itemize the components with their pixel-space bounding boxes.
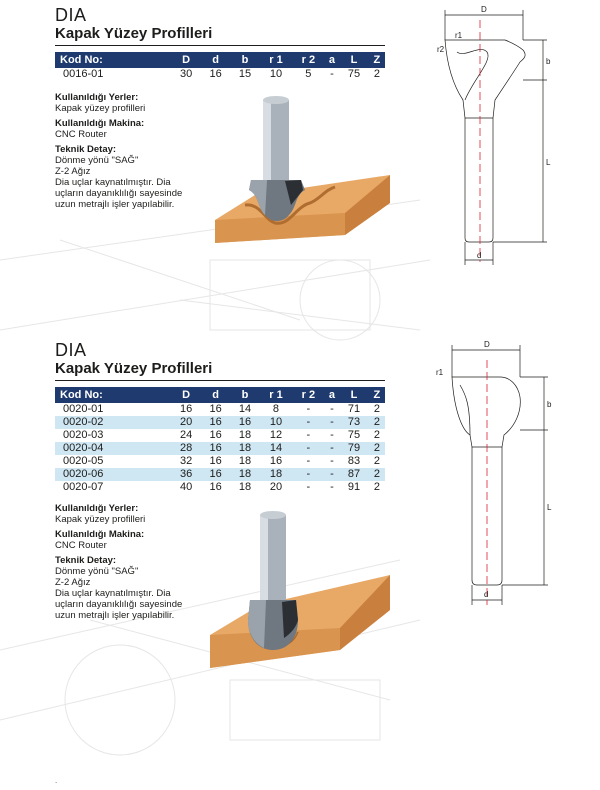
dim-label-b: b (547, 400, 552, 409)
dim-label-r1: r1 (455, 31, 463, 40)
table-cell: 28 (171, 442, 200, 455)
table-cell: 36 (171, 468, 200, 481)
table-cell: 10 (260, 416, 292, 429)
brand-label: DIA (55, 5, 87, 25)
detail-line: Dia uçlar kaynatılmıştır. Dia (55, 177, 171, 188)
usage-label: Kullanıldığı Yerler: (55, 503, 139, 514)
table-cell: 16 (230, 416, 259, 429)
spec-table-2 (55, 387, 385, 494)
dim-label-D: D (484, 340, 490, 349)
column-header: Kod No: (55, 52, 171, 68)
table-cell: 0020-07 (63, 481, 104, 493)
column-header: r 2 (292, 52, 324, 68)
column-header: L (339, 387, 368, 403)
table-cell: 91 (347, 481, 361, 493)
table-cell: 18 (260, 468, 292, 481)
table-cell: 32 (179, 455, 193, 467)
table-cell: 0020-02 (55, 416, 171, 429)
table-cell: - (292, 442, 324, 455)
table-cell: 10 (269, 68, 283, 80)
column-header: Kod No: (55, 387, 171, 403)
table-cell: 2 (369, 468, 385, 481)
table-cell: 16 (201, 442, 230, 455)
table-cell: 75 (347, 429, 361, 441)
table-cell: 73 (339, 416, 368, 429)
table-cell: 16 (209, 455, 222, 467)
router-bit-illustration-2 (210, 510, 390, 675)
machine-value: CNC Router (55, 129, 107, 140)
table-cell: 20 (171, 416, 200, 429)
table-cell: 30 (179, 68, 193, 80)
table-cell: 2 (373, 403, 380, 415)
table-cell: 14 (238, 403, 252, 415)
table-cell: 20 (269, 481, 283, 493)
table-cell: 16 (209, 481, 222, 493)
column-header: b (230, 52, 259, 68)
column-header: D (171, 52, 200, 68)
column-header: b (230, 387, 259, 403)
column-header: Z (369, 387, 385, 403)
table-cell: 16 (209, 68, 222, 80)
column-header: D (171, 387, 200, 403)
table-cell: - (325, 416, 340, 429)
column-header: d (201, 52, 230, 68)
table-cell: 79 (339, 442, 368, 455)
column-header: r 1 (260, 387, 292, 403)
table-cell: - (325, 442, 340, 455)
detail-line: Z-2 Ağız (55, 166, 91, 177)
router-bit-illustration-1 (215, 95, 390, 265)
footer-mark: . (55, 776, 58, 785)
dim-label-r2: r2 (437, 45, 445, 54)
dim-label-d: d (477, 251, 482, 260)
table-cell: 2 (373, 481, 380, 493)
table-row (55, 442, 385, 455)
machine-value: CNC Router (55, 540, 107, 551)
technical-drawing-1 (425, 0, 555, 270)
table-cell: - (330, 455, 334, 467)
table-cell: 8 (272, 403, 280, 415)
table-cell: - (306, 455, 311, 467)
table-cell: 18 (238, 455, 252, 467)
table-cell: 14 (260, 442, 292, 455)
column-header: d (201, 387, 230, 403)
table-cell: 2 (373, 429, 380, 441)
dim-label-d: d (484, 590, 489, 599)
spec-table-1 (55, 52, 385, 81)
table-cell: 24 (179, 429, 193, 441)
table-cell: 18 (238, 481, 252, 493)
table-cell: 0020-06 (55, 468, 171, 481)
table-cell: 87 (339, 468, 368, 481)
table-cell: 16 (209, 429, 222, 441)
detail-line: Dönme yönü "SAĞ" (55, 155, 139, 166)
table-cell: 0016-01 (63, 68, 104, 80)
table-cell: - (330, 403, 334, 415)
table-cell: 40 (179, 481, 193, 493)
table-cell: 16 (201, 468, 230, 481)
table-cell: 2 (373, 68, 380, 80)
column-header: r 1 (260, 52, 292, 68)
table-cell: - (292, 416, 324, 429)
table-cell: 2 (369, 416, 385, 429)
table-cell: 18 (230, 468, 259, 481)
table-row (55, 68, 385, 81)
column-header: r 2 (292, 387, 324, 403)
table-cell: 16 (179, 403, 193, 415)
detail-line: uzun metrajlı işler yapılabilir. (55, 610, 175, 621)
table-cell: 2 (373, 455, 380, 467)
dim-label-D: D (481, 5, 487, 14)
column-header: L (339, 52, 368, 68)
table-cell: 71 (347, 403, 361, 415)
section-title: Kapak Yüzey Profilleri (55, 360, 385, 381)
usage-value: Kapak yüzey profilleri (55, 514, 146, 525)
table-cell: 16 (209, 403, 222, 415)
table-cell: - (292, 468, 324, 481)
machine-label: Kullanıldığı Makina: (55, 529, 145, 540)
table-cell: 15 (238, 68, 252, 80)
column-header: Z (369, 52, 385, 68)
table-row (55, 455, 385, 468)
table-cell: 0020-03 (63, 429, 104, 441)
detail-line: Dönme yönü "SAĞ" (55, 566, 139, 577)
detail-line: uçların dayanıklılığı sayesinde (55, 599, 183, 610)
table-cell: 16 (269, 455, 283, 467)
usage-value: Kapak yüzey profilleri (55, 103, 146, 114)
usage-label: Kullanıldığı Yerler: (55, 92, 139, 103)
table-cell: 0020-04 (55, 442, 171, 455)
brand-label: DIA (55, 340, 87, 360)
table-cell: - (306, 481, 311, 493)
technical-drawing-2 (430, 335, 560, 610)
table-cell: 5 (305, 68, 312, 80)
table-row (55, 403, 385, 416)
table-cell: 18 (238, 429, 252, 441)
table-cell: 0020-01 (63, 403, 104, 415)
product-section-2 (55, 340, 385, 494)
table-row (55, 481, 385, 494)
dim-label-L: L (547, 503, 552, 512)
detail-line: Z-2 Ağız (55, 577, 91, 588)
table-cell: - (325, 468, 340, 481)
detail-line: uzun metrajlı işler yapılabilir. (55, 199, 175, 210)
table-cell: 16 (201, 416, 230, 429)
table-cell: 18 (230, 442, 259, 455)
dim-label-b: b (546, 57, 551, 66)
product-section-1 (55, 5, 385, 81)
detail-line: Dia uçlar kaynatılmıştır. Dia (55, 588, 171, 599)
dim-label-L: L (546, 158, 551, 167)
table-row (55, 429, 385, 442)
table-cell: 12 (269, 429, 283, 441)
detail-line: uçların dayanıklılığı sayesinde (55, 188, 183, 199)
dim-label-r1: r1 (436, 368, 444, 377)
table-cell: - (306, 429, 311, 441)
table-cell: - (330, 481, 334, 493)
detail-label: Teknik Detay: (55, 555, 117, 566)
table-cell: - (330, 429, 334, 441)
table-cell: - (330, 68, 334, 80)
machine-label: Kullanıldığı Makina: (55, 118, 145, 129)
column-header: a (325, 387, 340, 403)
table-row (55, 416, 385, 429)
table-cell: - (306, 403, 311, 415)
table-cell: 83 (347, 455, 361, 467)
table-cell: 2 (369, 442, 385, 455)
table-row (55, 468, 385, 481)
table-cell: 0020-05 (63, 455, 104, 467)
section-title: Kapak Yüzey Profilleri (55, 25, 385, 46)
column-header: a (325, 52, 340, 68)
detail-label: Teknik Detay: (55, 144, 117, 155)
table-cell: 75 (347, 68, 361, 80)
